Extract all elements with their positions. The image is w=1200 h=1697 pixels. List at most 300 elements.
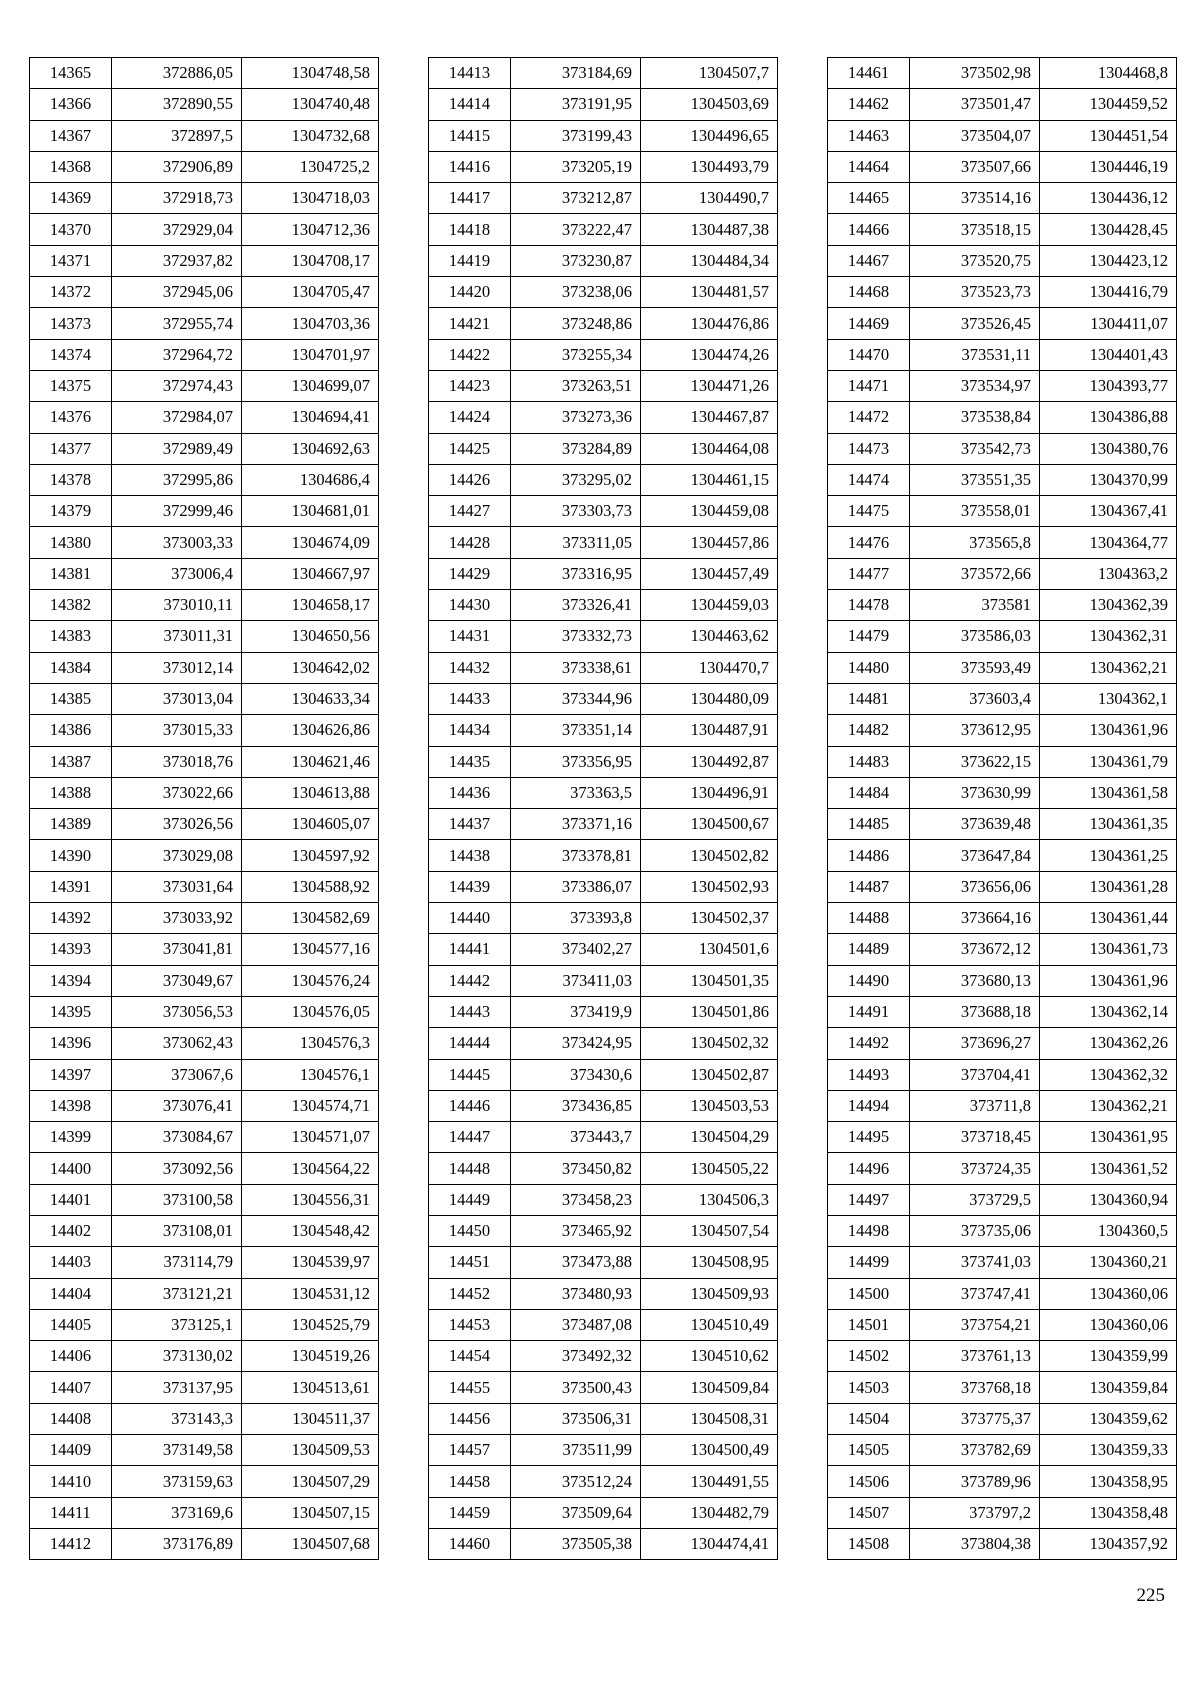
x-coordinate-cell: 373326,41 <box>511 590 641 621</box>
x-coordinate-cell: 373378,81 <box>511 840 641 871</box>
y-coordinate-cell: 1304446,19 <box>1040 151 1177 182</box>
table-row <box>30 339 379 370</box>
coordinate-table-3 <box>827 57 1177 1560</box>
point-number-cell: 14396 <box>30 1028 112 1059</box>
y-coordinate-cell: 1304732,68 <box>242 120 379 151</box>
table-row <box>30 746 379 777</box>
table-row <box>828 590 1177 621</box>
y-coordinate-cell: 1304401,43 <box>1040 339 1177 370</box>
x-coordinate-cell: 373176,89 <box>112 1528 242 1559</box>
table-row <box>30 871 379 902</box>
table-row <box>30 965 379 996</box>
x-coordinate-cell: 373656,06 <box>910 871 1040 902</box>
x-coordinate-cell: 373542,73 <box>910 433 1040 464</box>
table-row <box>429 965 778 996</box>
point-number-cell: 14428 <box>429 527 511 558</box>
point-number-cell: 14433 <box>429 683 511 714</box>
y-coordinate-cell: 1304597,92 <box>242 840 379 871</box>
y-coordinate-cell: 1304487,38 <box>641 214 778 245</box>
x-coordinate-cell: 373531,11 <box>910 339 1040 370</box>
point-number-cell: 14502 <box>828 1341 910 1372</box>
y-coordinate-cell: 1304361,28 <box>1040 871 1177 902</box>
point-number-cell: 14429 <box>429 558 511 589</box>
y-coordinate-cell: 1304502,32 <box>641 1028 778 1059</box>
y-coordinate-cell: 1304510,49 <box>641 1309 778 1340</box>
x-coordinate-cell: 373137,95 <box>112 1372 242 1403</box>
point-number-cell: 14407 <box>30 1372 112 1403</box>
y-coordinate-cell: 1304363,2 <box>1040 558 1177 589</box>
y-coordinate-cell: 1304564,22 <box>242 1153 379 1184</box>
y-coordinate-cell: 1304451,54 <box>1040 120 1177 151</box>
x-coordinate-cell: 373704,41 <box>910 1059 1040 1090</box>
x-coordinate-cell: 373551,35 <box>910 464 1040 495</box>
point-number-cell: 14460 <box>429 1528 511 1559</box>
x-coordinate-cell: 373092,56 <box>112 1153 242 1184</box>
x-coordinate-cell: 373680,13 <box>910 965 1040 996</box>
x-coordinate-cell: 373797,2 <box>910 1497 1040 1528</box>
table-row <box>30 496 379 527</box>
table-row <box>828 183 1177 214</box>
point-number-cell: 14443 <box>429 996 511 1027</box>
point-number-cell: 14454 <box>429 1341 511 1372</box>
table-row <box>828 809 1177 840</box>
y-coordinate-cell: 1304359,33 <box>1040 1435 1177 1466</box>
table-row <box>828 277 1177 308</box>
point-number-cell: 14462 <box>828 89 910 120</box>
table-row <box>429 245 778 276</box>
x-coordinate-cell: 373502,98 <box>910 58 1040 89</box>
point-number-cell: 14445 <box>429 1059 511 1090</box>
point-number-cell: 14474 <box>828 464 910 495</box>
y-coordinate-cell: 1304367,41 <box>1040 496 1177 527</box>
x-coordinate-cell: 373639,48 <box>910 809 1040 840</box>
table-row <box>429 1028 778 1059</box>
table-row <box>429 1278 778 1309</box>
point-number-cell: 14505 <box>828 1435 910 1466</box>
point-number-cell: 14456 <box>429 1403 511 1434</box>
x-coordinate-cell: 373003,33 <box>112 527 242 558</box>
point-number-cell: 14448 <box>429 1153 511 1184</box>
table-row <box>828 1341 1177 1372</box>
x-coordinate-cell: 373015,33 <box>112 715 242 746</box>
y-coordinate-cell: 1304513,61 <box>242 1372 379 1403</box>
table-row <box>30 1497 379 1528</box>
table-row <box>30 1122 379 1153</box>
point-number-cell: 14384 <box>30 652 112 683</box>
x-coordinate-cell: 373143,3 <box>112 1403 242 1434</box>
x-coordinate-cell: 373121,21 <box>112 1278 242 1309</box>
x-coordinate-cell: 373512,24 <box>511 1466 641 1497</box>
point-number-cell: 14437 <box>429 809 511 840</box>
x-coordinate-cell: 373344,96 <box>511 683 641 714</box>
y-coordinate-cell: 1304501,86 <box>641 996 778 1027</box>
point-number-cell: 14507 <box>828 1497 910 1528</box>
y-coordinate-cell: 1304496,91 <box>641 777 778 808</box>
table-row <box>30 1403 379 1434</box>
x-coordinate-cell: 373316,95 <box>511 558 641 589</box>
table-row <box>828 339 1177 370</box>
point-number-cell: 14387 <box>30 746 112 777</box>
table-row <box>429 496 778 527</box>
y-coordinate-cell: 1304480,09 <box>641 683 778 714</box>
x-coordinate-cell: 373125,1 <box>112 1309 242 1340</box>
x-coordinate-cell: 373473,88 <box>511 1247 641 1278</box>
y-coordinate-cell: 1304360,94 <box>1040 1184 1177 1215</box>
x-coordinate-cell: 373804,38 <box>910 1528 1040 1559</box>
x-coordinate-cell: 373565,8 <box>910 527 1040 558</box>
y-coordinate-cell: 1304613,88 <box>242 777 379 808</box>
table-row <box>30 903 379 934</box>
table-row <box>429 746 778 777</box>
point-number-cell: 14501 <box>828 1309 910 1340</box>
y-coordinate-cell: 1304357,92 <box>1040 1528 1177 1559</box>
table-row <box>429 183 778 214</box>
table-row <box>429 464 778 495</box>
point-number-cell: 14434 <box>429 715 511 746</box>
point-number-cell: 14493 <box>828 1059 910 1090</box>
point-number-cell: 14497 <box>828 1184 910 1215</box>
y-coordinate-cell: 1304459,52 <box>1040 89 1177 120</box>
point-number-cell: 14372 <box>30 277 112 308</box>
table-row <box>30 558 379 589</box>
x-coordinate-cell: 373672,12 <box>910 934 1040 965</box>
point-number-cell: 14403 <box>30 1247 112 1278</box>
y-coordinate-cell: 1304708,17 <box>242 245 379 276</box>
y-coordinate-cell: 1304588,92 <box>242 871 379 902</box>
table-row <box>30 1435 379 1466</box>
point-number-cell: 14408 <box>30 1403 112 1434</box>
table-row <box>429 151 778 182</box>
x-coordinate-cell: 372918,73 <box>112 183 242 214</box>
y-coordinate-cell: 1304582,69 <box>242 903 379 934</box>
y-coordinate-cell: 1304725,2 <box>242 151 379 182</box>
table-row <box>30 120 379 151</box>
x-coordinate-cell: 373255,34 <box>511 339 641 370</box>
point-number-cell: 14435 <box>429 746 511 777</box>
y-coordinate-cell: 1304457,86 <box>641 527 778 558</box>
table-row <box>828 245 1177 276</box>
point-number-cell: 14499 <box>828 1247 910 1278</box>
point-number-cell: 14377 <box>30 433 112 464</box>
table-row <box>429 433 778 464</box>
point-number-cell: 14430 <box>429 590 511 621</box>
point-number-cell: 14390 <box>30 840 112 871</box>
y-coordinate-cell: 1304358,95 <box>1040 1466 1177 1497</box>
point-number-cell: 14453 <box>429 1309 511 1340</box>
point-number-cell: 14480 <box>828 652 910 683</box>
point-number-cell: 14478 <box>828 590 910 621</box>
table-row <box>429 1122 778 1153</box>
x-coordinate-cell: 373603,4 <box>910 683 1040 714</box>
table-row <box>828 777 1177 808</box>
x-coordinate-cell: 373509,64 <box>511 1497 641 1528</box>
point-number-cell: 14440 <box>429 903 511 934</box>
y-coordinate-cell: 1304362,21 <box>1040 1090 1177 1121</box>
point-number-cell: 14508 <box>828 1528 910 1559</box>
y-coordinate-cell: 1304507,68 <box>242 1528 379 1559</box>
point-number-cell: 14450 <box>429 1215 511 1246</box>
x-coordinate-cell: 373273,36 <box>511 402 641 433</box>
x-coordinate-cell: 373010,11 <box>112 590 242 621</box>
table-row <box>30 214 379 245</box>
x-coordinate-cell: 373593,49 <box>910 652 1040 683</box>
x-coordinate-cell: 373248,86 <box>511 308 641 339</box>
x-coordinate-cell: 372897,5 <box>112 120 242 151</box>
table-row <box>429 903 778 934</box>
table-row <box>30 1528 379 1559</box>
point-number-cell: 14423 <box>429 370 511 401</box>
y-coordinate-cell: 1304650,56 <box>242 621 379 652</box>
table-row <box>429 840 778 871</box>
point-number-cell: 14382 <box>30 590 112 621</box>
x-coordinate-cell: 373443,7 <box>511 1122 641 1153</box>
table-row <box>828 1435 1177 1466</box>
table-row <box>828 214 1177 245</box>
x-coordinate-cell: 373518,15 <box>910 214 1040 245</box>
table-row <box>30 996 379 1027</box>
x-coordinate-cell: 373169,6 <box>112 1497 242 1528</box>
y-coordinate-cell: 1304481,57 <box>641 277 778 308</box>
y-coordinate-cell: 1304626,86 <box>242 715 379 746</box>
x-coordinate-cell: 373480,93 <box>511 1278 641 1309</box>
y-coordinate-cell: 1304501,6 <box>641 934 778 965</box>
point-number-cell: 14504 <box>828 1403 910 1434</box>
x-coordinate-cell: 373205,19 <box>511 151 641 182</box>
table-row <box>828 1403 1177 1434</box>
y-coordinate-cell: 1304740,48 <box>242 89 379 120</box>
x-coordinate-cell: 373108,01 <box>112 1215 242 1246</box>
point-number-cell: 14383 <box>30 621 112 652</box>
y-coordinate-cell: 1304361,35 <box>1040 809 1177 840</box>
x-coordinate-cell: 373612,95 <box>910 715 1040 746</box>
point-number-cell: 14494 <box>828 1090 910 1121</box>
table-row <box>30 715 379 746</box>
y-coordinate-cell: 1304361,96 <box>1040 715 1177 746</box>
y-coordinate-cell: 1304476,86 <box>641 308 778 339</box>
y-coordinate-cell: 1304468,8 <box>1040 58 1177 89</box>
point-number-cell: 14369 <box>30 183 112 214</box>
table-row <box>828 1497 1177 1528</box>
y-coordinate-cell: 1304360,06 <box>1040 1278 1177 1309</box>
y-coordinate-cell: 1304505,22 <box>641 1153 778 1184</box>
y-coordinate-cell: 1304508,31 <box>641 1403 778 1434</box>
table-row <box>828 89 1177 120</box>
x-coordinate-cell: 373696,27 <box>910 1028 1040 1059</box>
point-number-cell: 14444 <box>429 1028 511 1059</box>
point-number-cell: 14391 <box>30 871 112 902</box>
y-coordinate-cell: 1304507,15 <box>242 1497 379 1528</box>
table-row <box>30 1466 379 1497</box>
table-row <box>828 683 1177 714</box>
table-row <box>429 621 778 652</box>
y-coordinate-cell: 1304686,4 <box>242 464 379 495</box>
table-row <box>429 558 778 589</box>
x-coordinate-cell: 373501,47 <box>910 89 1040 120</box>
x-coordinate-cell: 373458,23 <box>511 1184 641 1215</box>
point-number-cell: 14419 <box>429 245 511 276</box>
table-row <box>828 58 1177 89</box>
y-coordinate-cell: 1304362,32 <box>1040 1059 1177 1090</box>
table-row <box>30 464 379 495</box>
point-number-cell: 14413 <box>429 58 511 89</box>
y-coordinate-cell: 1304484,34 <box>641 245 778 276</box>
table-row <box>828 433 1177 464</box>
y-coordinate-cell: 1304502,87 <box>641 1059 778 1090</box>
y-coordinate-cell: 1304503,53 <box>641 1090 778 1121</box>
y-coordinate-cell: 1304474,26 <box>641 339 778 370</box>
table-row <box>828 402 1177 433</box>
y-coordinate-cell: 1304361,25 <box>1040 840 1177 871</box>
x-coordinate-cell: 373238,06 <box>511 277 641 308</box>
point-number-cell: 14370 <box>30 214 112 245</box>
y-coordinate-cell: 1304506,3 <box>641 1184 778 1215</box>
point-number-cell: 14473 <box>828 433 910 464</box>
point-number-cell: 14479 <box>828 621 910 652</box>
y-coordinate-cell: 1304509,84 <box>641 1372 778 1403</box>
y-coordinate-cell: 1304502,37 <box>641 903 778 934</box>
table-row <box>429 402 778 433</box>
point-number-cell: 14466 <box>828 214 910 245</box>
point-number-cell: 14490 <box>828 965 910 996</box>
y-coordinate-cell: 1304361,95 <box>1040 1122 1177 1153</box>
y-coordinate-cell: 1304642,02 <box>242 652 379 683</box>
x-coordinate-cell: 373012,14 <box>112 652 242 683</box>
point-number-cell: 14438 <box>429 840 511 871</box>
y-coordinate-cell: 1304633,34 <box>242 683 379 714</box>
x-coordinate-cell: 372945,06 <box>112 277 242 308</box>
y-coordinate-cell: 1304459,08 <box>641 496 778 527</box>
y-coordinate-cell: 1304576,1 <box>242 1059 379 1090</box>
x-coordinate-cell: 373191,95 <box>511 89 641 120</box>
table-row <box>30 183 379 214</box>
point-number-cell: 14417 <box>429 183 511 214</box>
y-coordinate-cell: 1304362,21 <box>1040 652 1177 683</box>
table-row <box>828 746 1177 777</box>
y-coordinate-cell: 1304718,03 <box>242 183 379 214</box>
table-row <box>429 1059 778 1090</box>
point-number-cell: 14400 <box>30 1153 112 1184</box>
point-number-cell: 14376 <box>30 402 112 433</box>
point-number-cell: 14441 <box>429 934 511 965</box>
table-row <box>429 1497 778 1528</box>
point-number-cell: 14472 <box>828 402 910 433</box>
y-coordinate-cell: 1304621,46 <box>242 746 379 777</box>
x-coordinate-cell: 373222,47 <box>511 214 641 245</box>
y-coordinate-cell: 1304502,82 <box>641 840 778 871</box>
y-coordinate-cell: 1304681,01 <box>242 496 379 527</box>
x-coordinate-cell: 373782,69 <box>910 1435 1040 1466</box>
point-number-cell: 14483 <box>828 746 910 777</box>
x-coordinate-cell: 372964,72 <box>112 339 242 370</box>
x-coordinate-cell: 373386,07 <box>511 871 641 902</box>
y-coordinate-cell: 1304511,37 <box>242 1403 379 1434</box>
y-coordinate-cell: 1304577,16 <box>242 934 379 965</box>
y-coordinate-cell: 1304362,14 <box>1040 996 1177 1027</box>
point-number-cell: 14379 <box>30 496 112 527</box>
point-number-cell: 14463 <box>828 120 910 151</box>
point-number-cell: 14455 <box>429 1372 511 1403</box>
x-coordinate-cell: 373506,31 <box>511 1403 641 1434</box>
table-row <box>828 496 1177 527</box>
point-number-cell: 14470 <box>828 339 910 370</box>
y-coordinate-cell: 1304531,12 <box>242 1278 379 1309</box>
table-row <box>429 277 778 308</box>
point-number-cell: 14468 <box>828 277 910 308</box>
y-coordinate-cell: 1304360,06 <box>1040 1309 1177 1340</box>
y-coordinate-cell: 1304703,36 <box>242 308 379 339</box>
y-coordinate-cell: 1304667,97 <box>242 558 379 589</box>
y-coordinate-cell: 1304464,08 <box>641 433 778 464</box>
x-coordinate-cell: 373520,75 <box>910 245 1040 276</box>
table-row <box>429 120 778 151</box>
table-row <box>429 809 778 840</box>
y-coordinate-cell: 1304361,96 <box>1040 965 1177 996</box>
x-coordinate-cell: 373511,99 <box>511 1435 641 1466</box>
point-number-cell: 14367 <box>30 120 112 151</box>
table-row <box>429 527 778 558</box>
table-row <box>828 621 1177 652</box>
y-coordinate-cell: 1304393,77 <box>1040 370 1177 401</box>
point-number-cell: 14374 <box>30 339 112 370</box>
x-coordinate-cell: 373263,51 <box>511 370 641 401</box>
x-coordinate-cell: 373724,35 <box>910 1153 1040 1184</box>
y-coordinate-cell: 1304574,71 <box>242 1090 379 1121</box>
point-number-cell: 14397 <box>30 1059 112 1090</box>
table-row <box>429 715 778 746</box>
y-coordinate-cell: 1304503,69 <box>641 89 778 120</box>
table-row <box>30 1059 379 1090</box>
table-row <box>30 277 379 308</box>
table-row <box>828 558 1177 589</box>
x-coordinate-cell: 373371,16 <box>511 809 641 840</box>
x-coordinate-cell: 373430,6 <box>511 1059 641 1090</box>
y-coordinate-cell: 1304474,41 <box>641 1528 778 1559</box>
x-coordinate-cell: 372955,74 <box>112 308 242 339</box>
x-coordinate-cell: 372995,86 <box>112 464 242 495</box>
y-coordinate-cell: 1304525,79 <box>242 1309 379 1340</box>
y-coordinate-cell: 1304362,31 <box>1040 621 1177 652</box>
y-coordinate-cell: 1304519,26 <box>242 1341 379 1372</box>
point-number-cell: 14392 <box>30 903 112 934</box>
table-row <box>30 402 379 433</box>
x-coordinate-cell: 373149,58 <box>112 1435 242 1466</box>
table-row <box>30 621 379 652</box>
x-coordinate-cell: 373419,9 <box>511 996 641 1027</box>
table-row <box>429 1309 778 1340</box>
page-number: 225 <box>1136 1585 1165 1606</box>
table-row <box>429 1372 778 1403</box>
point-number-cell: 14404 <box>30 1278 112 1309</box>
y-coordinate-cell: 1304416,79 <box>1040 277 1177 308</box>
table-row <box>828 996 1177 1027</box>
x-coordinate-cell: 373033,92 <box>112 903 242 934</box>
y-coordinate-cell: 1304360,5 <box>1040 1215 1177 1246</box>
coordinate-table-1 <box>29 57 379 1560</box>
x-coordinate-cell: 373076,41 <box>112 1090 242 1121</box>
x-coordinate-cell: 373100,58 <box>112 1184 242 1215</box>
x-coordinate-cell: 373031,64 <box>112 871 242 902</box>
table-row <box>828 871 1177 902</box>
table-row <box>429 1184 778 1215</box>
x-coordinate-cell: 373711,8 <box>910 1090 1040 1121</box>
x-coordinate-cell: 373363,5 <box>511 777 641 808</box>
point-number-cell: 14489 <box>828 934 910 965</box>
table-row <box>429 652 778 683</box>
point-number-cell: 14422 <box>429 339 511 370</box>
table-row <box>30 308 379 339</box>
y-coordinate-cell: 1304507,54 <box>641 1215 778 1246</box>
point-number-cell: 14447 <box>429 1122 511 1153</box>
